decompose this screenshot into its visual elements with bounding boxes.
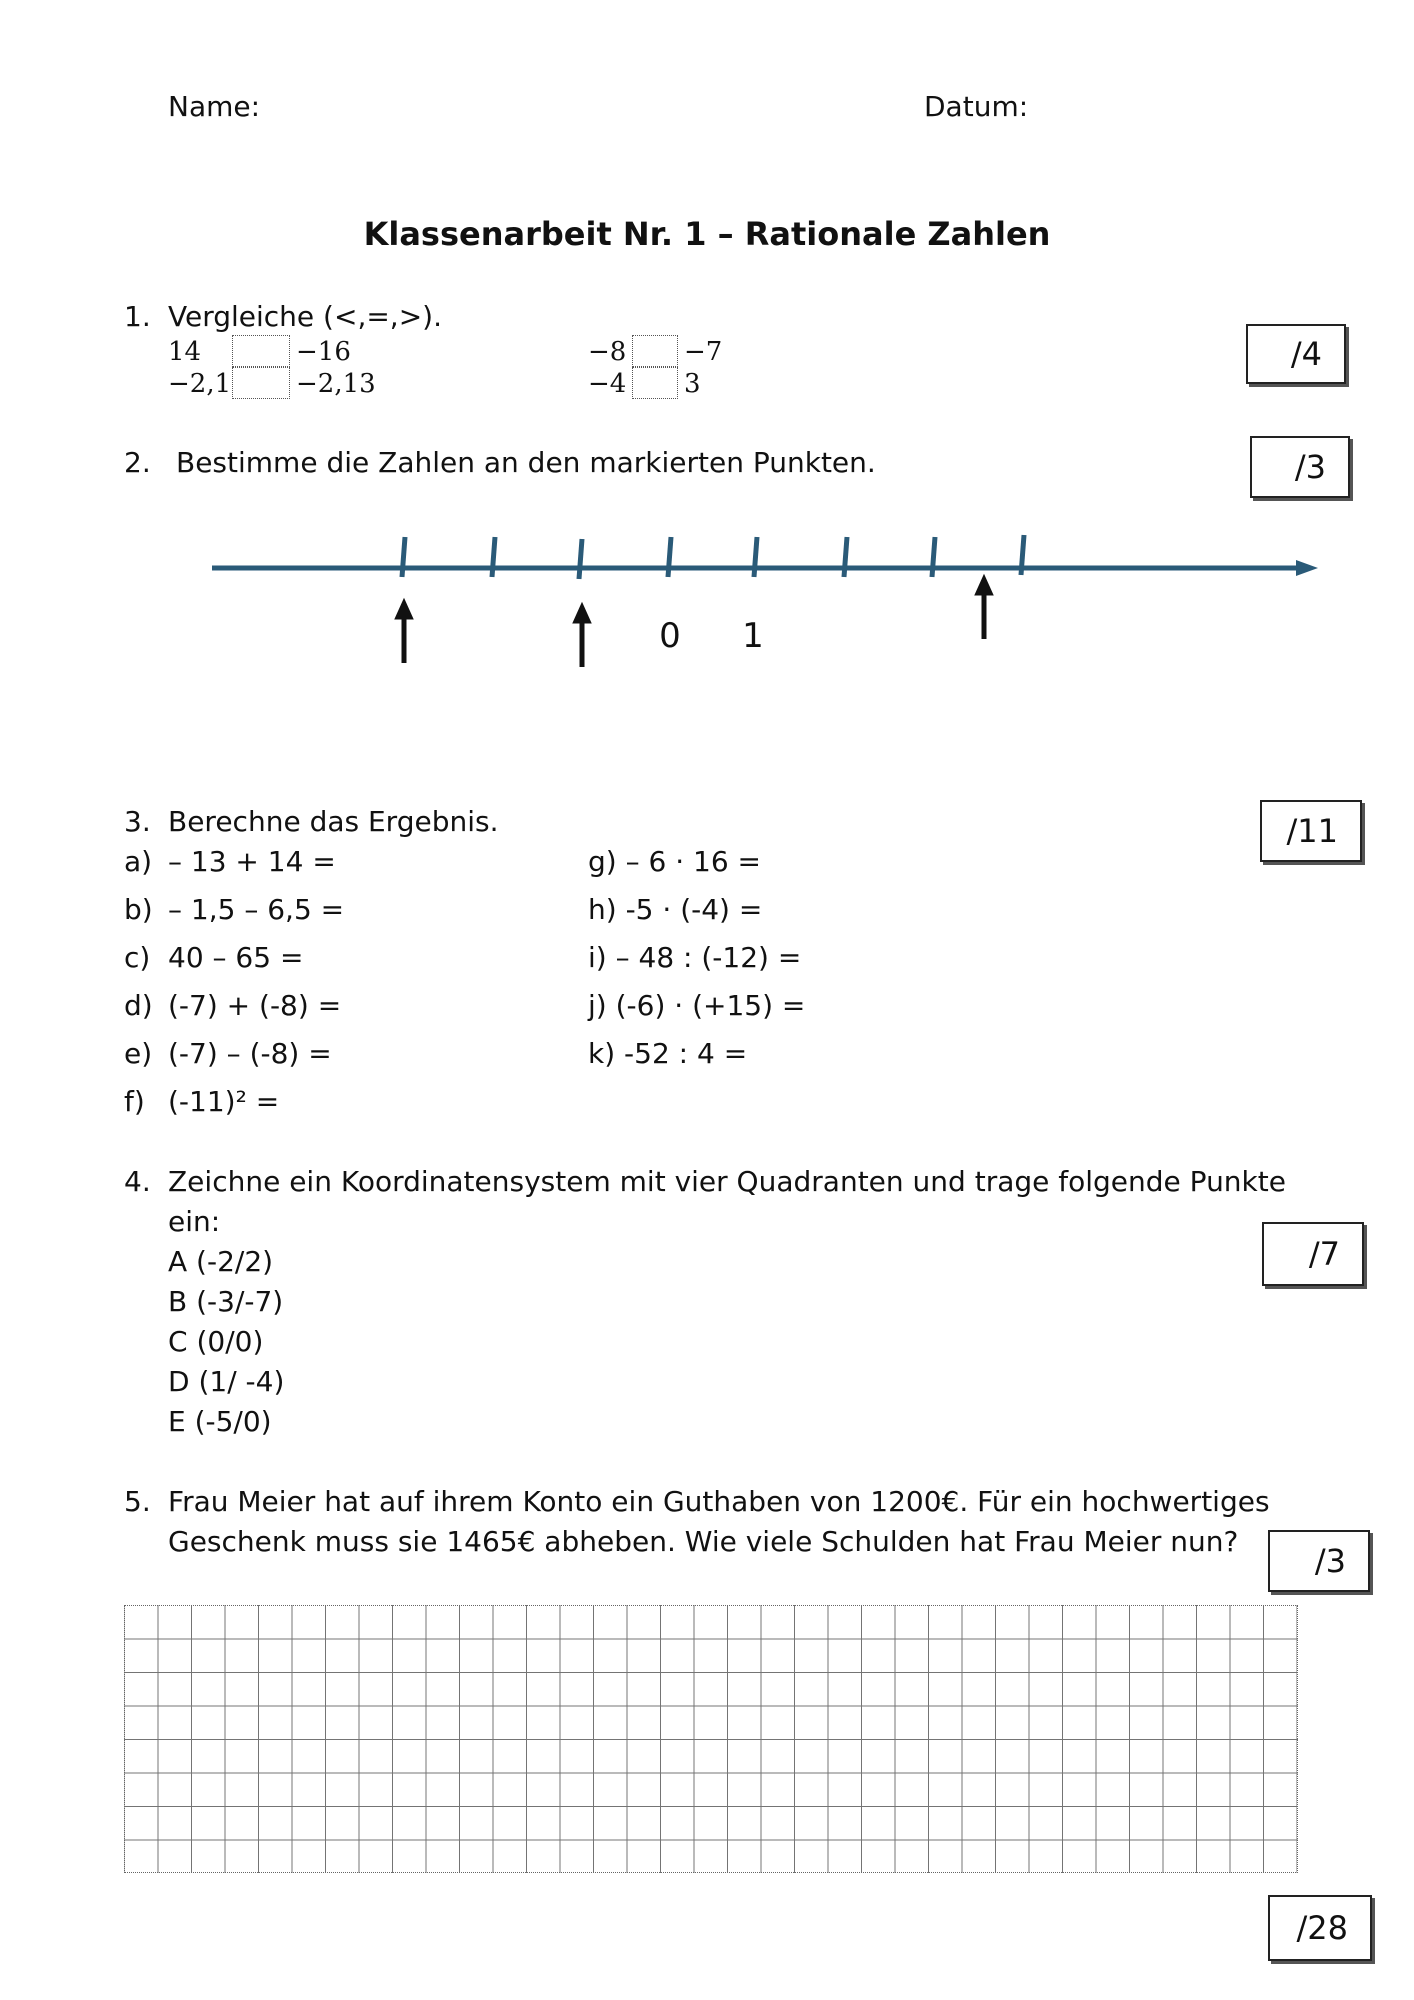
point-item: E (-5/0) [168,1405,272,1438]
task-label: f) [124,1085,145,1118]
compare-right: −16 [296,337,351,367]
name-label: Name: [168,90,261,123]
score-box-q2: /3 [1250,436,1350,498]
marker-arrow [395,599,413,663]
task-label: a) [124,845,153,878]
tick [668,537,671,577]
compare-answer-box[interactable] [632,367,678,399]
tick [754,537,757,577]
score-box-q1: /4 [1246,324,1346,384]
task-item: h) -5 · (-4) = [588,893,763,926]
number-line-label-zero: 0 [659,616,681,656]
task-item: j) (-6) · (+15) = [588,989,806,1022]
question-text: Berechne das Ergebnis. [168,805,499,838]
question-number: 4. [124,1165,151,1198]
tick [492,537,495,577]
task-item: i) – 48 : (-12) = [588,941,802,974]
question-text: Frau Meier hat auf ihrem Konto ein Guthaben von 1200€. Für ein hochwertiges [168,1485,1270,1518]
task-label: b) [124,893,153,926]
date-label: Datum: [924,90,1029,123]
question-text-continued: Geschenk muss sie 1465€ abheben. Wie viele Schulden hat Frau Meier nun? [168,1525,1239,1558]
task-expression: (-11)² = [168,1085,280,1118]
compare-left: −8 [588,337,627,367]
task-expression: 40 – 65 = [168,941,304,974]
task-label: c) [124,941,151,974]
question-number: 1. [124,300,151,333]
marker-arrow [975,575,993,639]
number-line-label-one: 1 [742,616,764,656]
number-line [200,525,1330,675]
task-expression: (-7) + (-8) = [168,989,342,1022]
number-line-arrowhead [1296,560,1318,576]
question-text: Zeichne ein Koordinatensystem mit vier Quadranten und trage folgende Punkte [168,1165,1286,1198]
task-item: k) -52 : 4 = [588,1037,748,1070]
task-label: d) [124,989,153,1022]
question-number: 2. [124,446,151,479]
task-label: e) [124,1037,153,1070]
score-box-q5: /3 [1268,1530,1370,1592]
question-number: 5. [124,1485,151,1518]
task-item: g) – 6 · 16 = [588,845,762,878]
score-box-q3: /11 [1260,800,1362,862]
compare-right: −2,13 [296,369,376,399]
compare-left: −4 [588,369,627,399]
tick [844,537,847,577]
task-expression: – 1,5 – 6,5 = [168,893,345,926]
compare-right: −7 [684,337,723,367]
question-number: 3. [124,805,151,838]
question-text-continued: ein: [168,1205,221,1238]
point-item: C (0/0) [168,1325,264,1358]
compare-right: 3 [684,369,701,399]
compare-answer-box[interactable] [632,335,678,367]
point-item: B (-3/-7) [168,1285,284,1318]
compare-left: −2,1 [168,369,232,399]
compare-left: 14 [168,337,202,367]
number-line-ticks [402,535,1024,579]
page-title: Klassenarbeit Nr. 1 – Rationale Zahlen [363,215,1051,253]
point-item: A (-2/2) [168,1245,274,1278]
marker-arrow [573,603,591,667]
tick [1021,535,1024,575]
total-score-box: /28 [1268,1895,1372,1961]
task-expression: – 13 + 14 = [168,845,336,878]
task-expression: (-7) – (-8) = [168,1037,332,1070]
tick [932,537,935,577]
compare-answer-box[interactable] [232,335,290,367]
compare-answer-box[interactable] [232,367,290,399]
point-item: D (1/ -4) [168,1365,285,1398]
question-text: Vergleiche (<,=,>). [168,300,442,333]
tick [402,537,405,577]
score-box-q4: /7 [1262,1222,1364,1286]
answer-grid[interactable] [124,1605,1298,1873]
tick [579,539,582,579]
question-text: Bestimme die Zahlen an den markierten Punkten. [176,446,876,479]
